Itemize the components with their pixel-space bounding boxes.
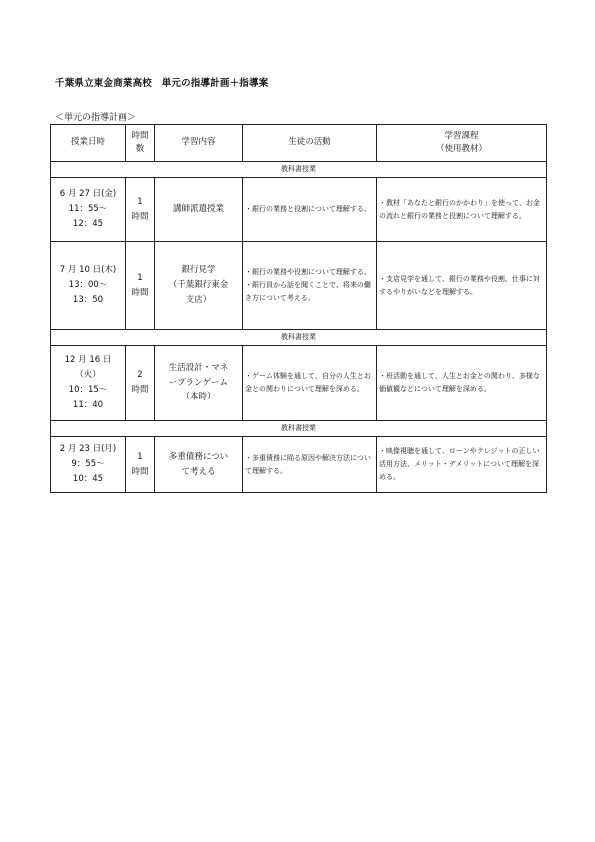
header-activity: 生徒の活動 [243, 125, 377, 162]
header-row [51, 125, 547, 162]
row-activity: ・多重債務に陥る原因や解決方法について理解する。 [243, 437, 377, 493]
row-process: ・教材「あなたと銀行のかかわり」を使って、お金の流れと銀行の業務と役割について理解する。 [377, 178, 547, 242]
header-content: 学習内容 [155, 125, 243, 162]
header-process-line2: （使用教材） [435, 144, 487, 154]
row-date: 6 月 27 日(金) 11：55～ 12：45 [51, 178, 126, 242]
table-row [51, 178, 547, 242]
row-activity: ・銀行の業務と役割について理解する。 [243, 178, 377, 242]
section-label: ＜単元の指導計画＞ [55, 113, 137, 123]
row-content: 銀行見学 （千葉銀行東金 支店） [155, 242, 243, 330]
row-date: 7 月 10 日(木) 13：00～ 13：50 [51, 242, 126, 330]
table-row [51, 437, 547, 493]
separator-label: 教科書授業 [51, 162, 547, 178]
row-activity: ・ゲーム体験を通して、自分の人生とお金との関わりについて理解を深める。 [243, 346, 377, 421]
row-date: 12 月 16 日 （火） 10：15～ 11：40 [51, 346, 126, 421]
row-hours: 1 時間 [126, 437, 155, 493]
header-hours [126, 125, 155, 162]
row-process: ・映像視聴を通して、ローンやクレジットの正しい活用方法、メリット・デメリットについて理解を深める。 [377, 437, 547, 493]
separator-row [51, 330, 547, 346]
header-process-line1: 学習課程 [444, 130, 479, 141]
header-hours-line1: 時間 [131, 130, 149, 141]
row-activity: ・銀行の業務や役割について理解する。 ・銀行員から話を聞くことで、将来の働き方について考える。 [243, 242, 377, 330]
instruction-plan-table [50, 124, 547, 493]
row-process: ・支店見学を通して、銀行の業務や役割、仕事に対するやりがいなどを理解する。 [377, 242, 547, 330]
row-content: 生活設計・マネ ープランゲーム （本時） [155, 346, 243, 421]
row-hours: 1 時間 [126, 242, 155, 330]
separator-label: 教科書授業 [51, 330, 547, 346]
separator-row [51, 421, 547, 437]
table-row [51, 346, 547, 421]
separator-label: 教科書授業 [51, 421, 547, 437]
table-row [51, 242, 547, 330]
row-date: 2 月 23 日(月) 9：55～ 10：45 [51, 437, 126, 493]
header-process [377, 125, 547, 162]
row-content: 講師派遣授業 [155, 178, 243, 242]
row-content: 多重債務につい て考える [155, 437, 243, 493]
header-date: 授業日時 [51, 125, 126, 162]
header-hours-line2: 数 [135, 144, 145, 154]
separator-row [51, 162, 547, 178]
row-process: ・班活動を通して、人生とお金との関わり、多様な価値観などについて理解を深める。 [377, 346, 547, 421]
document-title: 千葉県立東金商業高校 単元の指導計画＋指導案 [55, 78, 269, 89]
row-hours: 2 時間 [126, 346, 155, 421]
row-hours: 1 時間 [126, 178, 155, 242]
